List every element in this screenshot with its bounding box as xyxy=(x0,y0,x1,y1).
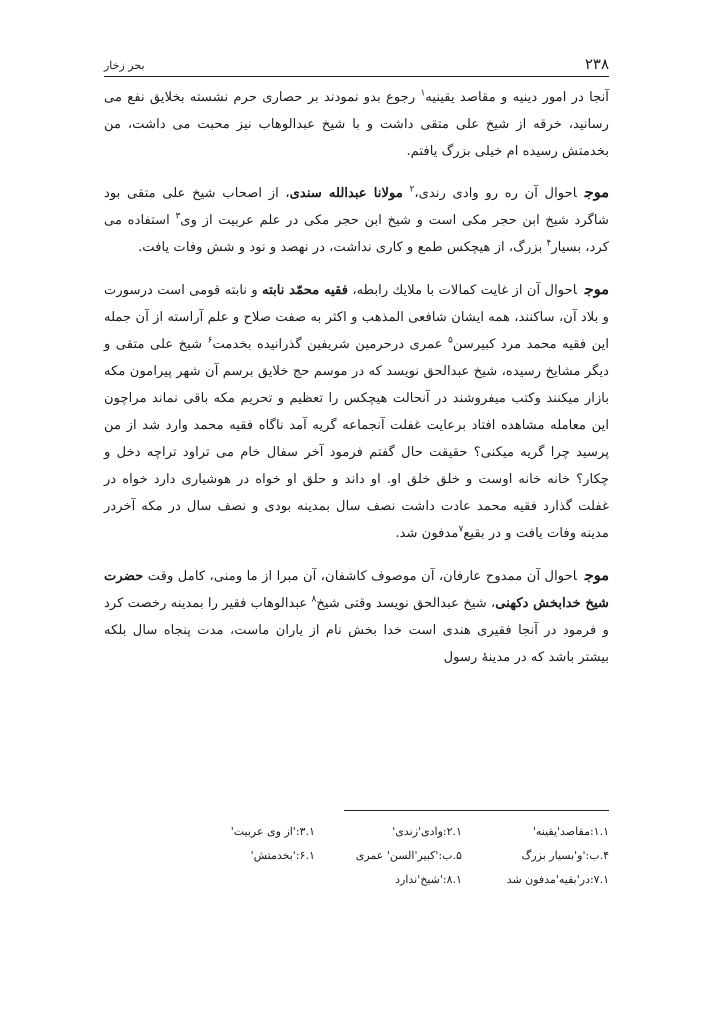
paragraph-4 xyxy=(104,562,609,671)
paragraph-3 xyxy=(104,276,609,548)
footnote-ref: ۳ xyxy=(175,211,181,222)
footnote-ref: ۶ xyxy=(207,335,213,346)
paragraph-text: آنجا در امور دینیه و مقاصد یقینیه xyxy=(425,90,609,105)
mawj-label: موج xyxy=(584,566,609,584)
footnote-row xyxy=(170,844,609,868)
paragraph-2 xyxy=(104,179,609,261)
paragraph-1 xyxy=(104,84,609,165)
footnote-ref: ۱ xyxy=(420,88,426,99)
footnote xyxy=(170,868,315,892)
person-name: فقیه محمّد نابته xyxy=(262,282,349,298)
footnote-separator xyxy=(344,810,609,811)
footnote: ۷.۱:در'بقیه'مدفون شد xyxy=(506,873,609,886)
footnote: ۵.ب:'کبیر'السن' عمری xyxy=(355,849,462,862)
paragraph-text: احوال آن ممدوح عارفان، آن موصوف کاشفان، آن مبرا از ما ومنی، کامل وقت xyxy=(147,568,577,584)
page-body xyxy=(104,84,609,671)
running-title: بحر زخار xyxy=(104,59,145,72)
paragraph-text: عبدالوهاب فقیر را بمدینه رخصت کرد و فرمود در آنجا فقیری هندی است خدا بخش نام از یاران ماست، مدت پنجاه سال بلکه بیشتر باشد که در مدینهٔ رسول xyxy=(104,595,609,665)
page-number: ۲۳۸ xyxy=(584,55,609,73)
footnote-ref: ۲ xyxy=(409,184,415,195)
footnote: ۲.۱:وادی'زندی' xyxy=(392,825,462,838)
paragraph-text: شیخ علی متقی و دیگر مشایخ رسیده، شیخ عبدالحق نویسد که در موسم حج خلایق برسم آن شهر پیرامون مکه بازار میکنند وکتب میفروشند در آنحالت هیچکس را تعظیم و تحریم مکه باقی نماند مراچون این معامله مشاهده افتاد برعایت غفلت آنجماعه گریه آمد ناگاه فقیه محمد وارد شد از من پرسید چرا گریه میکنی؟ حقیقت حال گفتم فرمود آخر سفال خام می تراود تراچه دخل و چکار؟ خانه خانه اوست و خلق خلق او. او داند و حلق او خواه در هوشیاری دارد خواه در غفلت گذارد فقیه محمد عادت داشت نصف سال بمدینه بودی و نصف سال در مکه آخردر مدینه وفات یافت و در بقیع xyxy=(104,336,609,542)
paragraph-text: احوال آن از غایت کمالات با ملایك رابطه، xyxy=(352,282,577,298)
mawj-label: موج xyxy=(584,184,610,202)
footnote: ۱.۱:مقاصد'یقینه' xyxy=(532,825,609,838)
paragraph-text: و نابته قومی است درسورت و بلاد آن، ساکنند، همه ایشان شافعی المذهب و اکثر به صفت صلاح و علم آراسته از آن جمله این فقیه محمد مرد کبیرسن xyxy=(104,282,609,352)
person-name: حضرت شیخ خدابخش دکهنی xyxy=(104,568,609,611)
footnote-row xyxy=(170,868,609,892)
footnote-ref: ۴ xyxy=(546,239,552,250)
footnote: ۳.۱:'از وی عربیت' xyxy=(230,825,315,838)
paragraph-text: مدفون شد. xyxy=(395,526,459,542)
paragraph-text: عمری درحرمین شریفین گذرانیده بخدمت xyxy=(212,336,449,352)
footnote: ۸.۱:'شیخ'ندارد xyxy=(395,873,462,886)
page-header xyxy=(104,50,609,77)
footnote-row xyxy=(170,820,609,844)
paragraph-text: بزرگ، از هیچکس طمع و کاری نداشت، در نهصد و نود و شش وفات یافت. xyxy=(138,240,547,256)
paragraph-text: رجوع بدو نمودند بر حصاری حرم نشسته بخلایق نفع می رسانید، خرقه از شیخ علی متقی داشت و با شیخ عبدالوهاب نیز محبت می داشت، من بخدمتش رسیده ام خیلی بزرگ یافتم. xyxy=(104,90,609,160)
footnote: ۴.ب:'و'بسیار بزرگ xyxy=(521,849,609,862)
footnote-ref: ۸ xyxy=(311,594,317,605)
footnote-ref: ۵ xyxy=(448,335,453,346)
paragraph-text: احوال آن ره رو وادی رندی، xyxy=(414,186,577,202)
footnotes xyxy=(170,820,609,892)
mawj-label: موج xyxy=(584,280,609,298)
paragraph-text: استفاده می کرد، بسیار xyxy=(104,213,609,256)
person-name: مولانا عبدالله سندی xyxy=(289,186,403,202)
paragraph-text: ، از اصحاب شیخ علی متقی بود شاگرد شیخ ابن حجر مکی است و شیخ ابن حجر مکی در علم عربیت از وی xyxy=(104,186,609,229)
footnote: ۶.۱:'بخدمتش' xyxy=(250,849,315,862)
paragraph-text: ، شیخ عبدالحق نویسد وقتی شیخ xyxy=(316,595,496,611)
footnote-ref: ۷ xyxy=(458,525,464,536)
